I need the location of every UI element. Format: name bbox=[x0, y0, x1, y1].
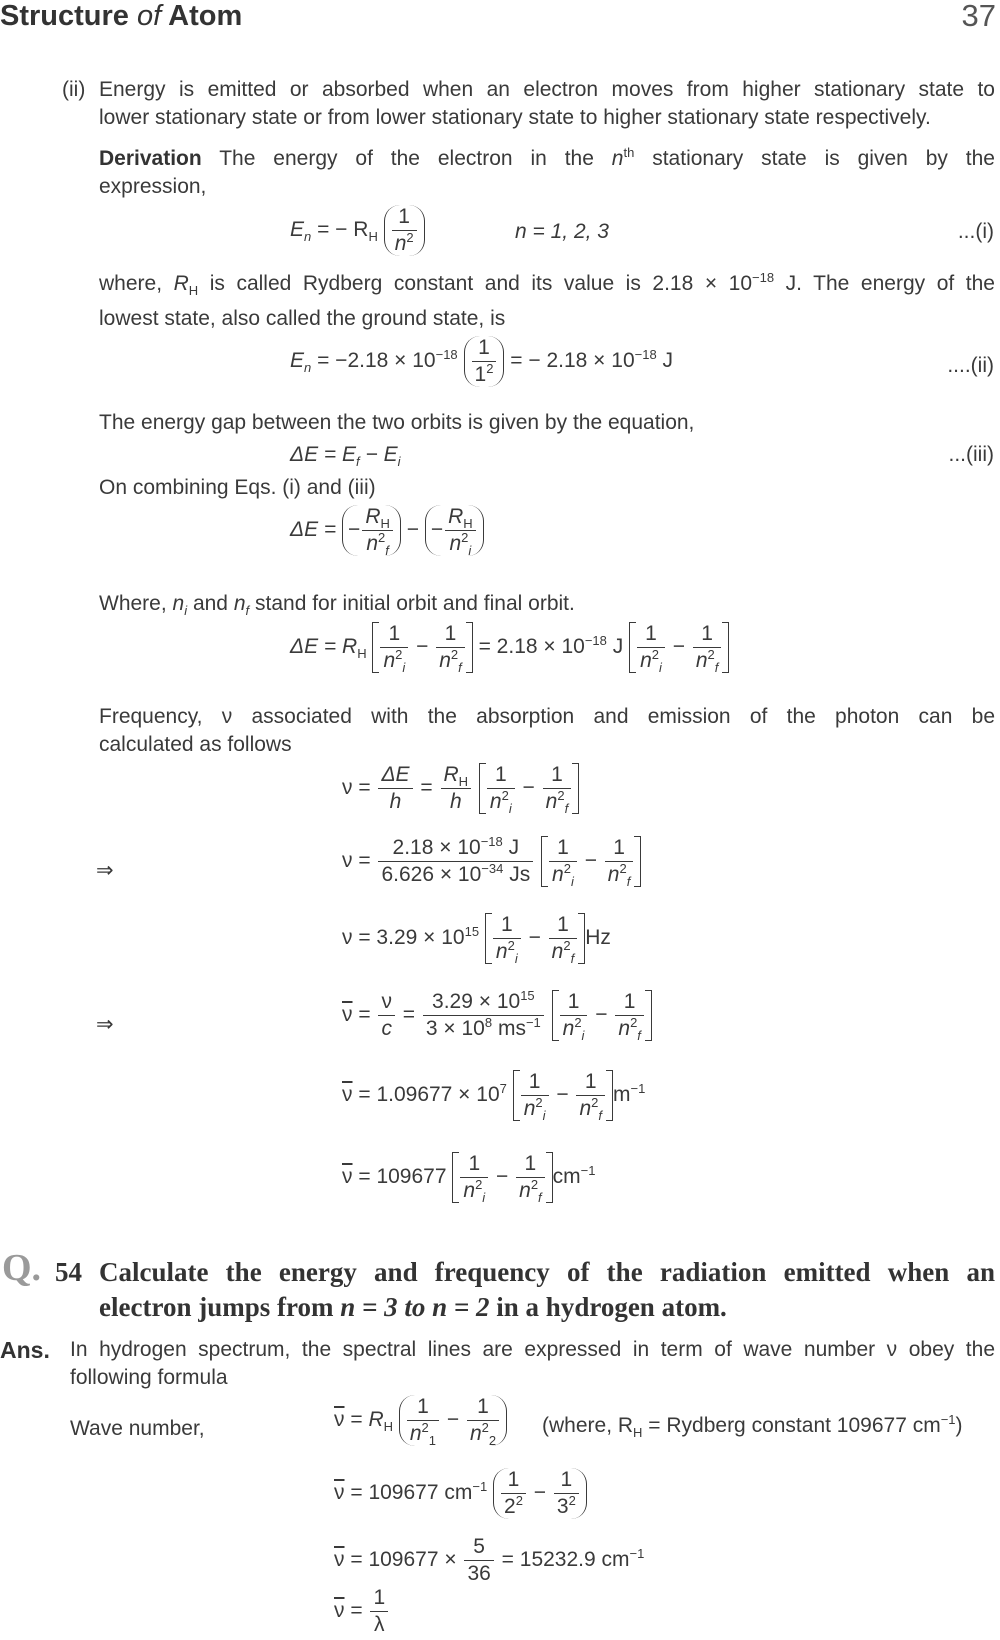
equation-3 bbox=[290, 443, 401, 470]
fraction bbox=[380, 622, 408, 676]
superscript: 2 bbox=[461, 530, 469, 545]
subscript: f bbox=[385, 543, 389, 559]
math-text: − bbox=[430, 518, 444, 542]
bracket: $\frac{1}{n^2_i}$ − $\frac{1}{n^2_f}$ bbox=[552, 990, 652, 1041]
unit: J bbox=[662, 349, 674, 373]
point-line: Energy is emitted or absorbed when an electron moves from higher stationary state to bbox=[99, 78, 995, 101]
parenthesis bbox=[342, 505, 401, 559]
subscript: i bbox=[468, 543, 472, 559]
equation-tag: ...(i) bbox=[957, 220, 994, 243]
numerator: 1 bbox=[392, 205, 417, 231]
text-run: stationary state is given by the bbox=[652, 147, 995, 170]
where-text bbox=[99, 590, 575, 618]
denominator: $6.626 \times 10^{-34}$ Js bbox=[381, 861, 531, 886]
header-word-italic: of bbox=[136, 0, 162, 32]
subscript: i bbox=[184, 603, 188, 619]
math-var: E bbox=[290, 218, 305, 242]
superscript: −18 bbox=[634, 347, 657, 363]
math-text: ν = bbox=[342, 776, 371, 800]
superscript: 2 bbox=[406, 230, 414, 245]
superscript: th bbox=[623, 145, 635, 160]
denominator bbox=[472, 362, 497, 387]
unit: m bbox=[613, 1083, 631, 1107]
fraction bbox=[378, 836, 533, 887]
subscript: H bbox=[380, 516, 390, 532]
math-text: − bbox=[348, 518, 361, 542]
math-var: R bbox=[443, 763, 459, 786]
text-run: The energy of the electron in the bbox=[219, 147, 594, 170]
math-text: 1 bbox=[474, 363, 487, 386]
denominator: $n^2_f$ bbox=[695, 647, 719, 676]
superscript: 2 bbox=[486, 361, 494, 376]
math-var: n bbox=[611, 147, 624, 170]
fraction bbox=[472, 336, 497, 387]
text-run: J. The energy of the bbox=[785, 272, 995, 295]
numerator bbox=[362, 505, 393, 531]
fraction bbox=[637, 622, 665, 676]
subscript: H bbox=[368, 229, 378, 245]
text-run: Where, bbox=[99, 592, 167, 615]
derivation-paragraph bbox=[99, 145, 995, 173]
math-var: $\overline{\nu}$ bbox=[342, 1003, 353, 1027]
page-number: 37 bbox=[961, 0, 996, 33]
math-text: ΔE = bbox=[290, 518, 337, 542]
text-run: where, bbox=[99, 272, 163, 295]
gap-text: The energy gap between the two orbits is given by the equation, bbox=[99, 411, 695, 434]
math-text: = − 2.18 × 10 bbox=[510, 349, 635, 373]
unit: Hz bbox=[585, 926, 611, 950]
unit: cm bbox=[552, 1165, 581, 1189]
fraction bbox=[441, 763, 472, 814]
numerator: 1 bbox=[693, 622, 722, 648]
bracket: $\frac{1}{n^2_i}$ − $\frac{1}{n^2_f}$ bbox=[513, 1070, 613, 1121]
math-text: = 2.18 × 10 bbox=[478, 635, 585, 659]
subscript: f bbox=[245, 603, 250, 619]
math-var: n bbox=[172, 592, 185, 615]
math-text: = − R bbox=[311, 218, 369, 242]
math-var: R bbox=[365, 505, 381, 528]
math-text: = −2.18 × 10 bbox=[311, 349, 436, 373]
math-var: n bbox=[366, 532, 378, 555]
equation-7 bbox=[342, 834, 641, 890]
equation-A-note: (where, $R_H$ = Rydberg constant 109677 $cm^{-1}$) bbox=[542, 1412, 963, 1441]
equation-4 bbox=[290, 505, 484, 559]
denominator: h bbox=[389, 790, 402, 813]
point-line: lower stationary state or from lower stationary state to higher stationary state respectively. bbox=[99, 106, 931, 129]
equation-1-condition bbox=[515, 220, 609, 244]
denominator: $n^2_i$ bbox=[640, 647, 662, 676]
question-label: Q. bbox=[2, 1247, 42, 1289]
math-text: − bbox=[406, 518, 419, 542]
superscript: −18 bbox=[584, 633, 607, 649]
denominator bbox=[392, 231, 417, 256]
numerator: 1 bbox=[472, 336, 497, 362]
equation-11: $\overline{\nu} = 109677$ $\frac{1}{n^2_i}$ − $\frac{1}{n^2_f}$ $cm^{-1}$ bbox=[342, 1152, 596, 1206]
equation-2 bbox=[290, 336, 673, 387]
question-line: Calculate the energy and frequency of the radiation emitted when an bbox=[99, 1257, 995, 1287]
equation-9: $\overline{\nu}$ = $\frac{\nu}{c}$ = $\frac{3.29 \times 10^{15}}{3 \times 10^8 ms^{-1}}$ $\frac{1}{n^2_i}$ − $\frac{1}{n^2_f}$ bbox=[342, 990, 652, 1041]
bracket: $\frac{1}{n^2_i}$ − $\frac{1}{n^2_f}$ bbox=[629, 622, 729, 673]
equation-D: $\overline{\nu}$ = $\frac{1}{\lambda}$ bbox=[334, 1586, 390, 1637]
frequency-line: Frequency, ν associated with the absorption and emission of the photon can be bbox=[99, 705, 995, 728]
subscript: f bbox=[356, 454, 360, 470]
parenthesis bbox=[384, 205, 425, 256]
fraction bbox=[693, 622, 722, 676]
numerator: ΔE bbox=[378, 763, 412, 789]
denominator: h bbox=[449, 790, 462, 813]
superscript: 2 bbox=[378, 530, 386, 545]
numerator: $3.29 \times 10^{15}$ bbox=[423, 990, 544, 1016]
implies-arrow: ⇒ bbox=[96, 859, 114, 882]
implies-arrow: ⇒ bbox=[96, 1013, 114, 1036]
math-var: R bbox=[448, 505, 464, 528]
equation-A: $\overline{\nu} = R_H$ $\frac{1}{n^2_1}$ − $\frac{1}{n^2_2}$ bbox=[334, 1395, 507, 1446]
equation-5 bbox=[290, 622, 729, 676]
header-word: Structure bbox=[0, 0, 129, 32]
numerator: $2.18 \times 10^{-18}$ J bbox=[378, 836, 533, 862]
text-run: stand for initial orbit and final orbit. bbox=[255, 592, 575, 615]
combine-text: On combining Eqs. (i) and (iii) bbox=[99, 476, 376, 499]
equation-B: $\overline{\nu} = 109677$ $cm^{-1}$ $\frac{1}{2^2}$ − $\frac{1}{3^2}$ bbox=[334, 1468, 587, 1519]
subscript: H bbox=[458, 774, 469, 790]
subscript: H bbox=[463, 516, 473, 532]
equation-8 bbox=[342, 913, 611, 967]
bracket: $\frac{1}{n^2_i}$ − $\frac{1}{n^2_f}$ bbox=[479, 763, 579, 814]
math-text: ΔE = R bbox=[290, 635, 358, 659]
numerator bbox=[445, 505, 476, 531]
rydberg-line: lowest state, also called the ground state, is bbox=[99, 307, 506, 330]
bracket: $\frac{1}{n^2_i}$ − $\frac{1}{n^2_f}$ bbox=[541, 836, 641, 887]
header-word: Atom bbox=[168, 0, 243, 32]
unit: J bbox=[612, 635, 624, 659]
denominator: $n^2_i$ bbox=[383, 647, 406, 676]
equation-10: $\overline{\nu} = 1.09677 \times 10^7$ $\frac{1}{n^2_i}$ − $\frac{1}{n^2_f}$ $m^{-1}$ bbox=[342, 1070, 646, 1124]
subscript: i bbox=[397, 454, 401, 470]
equation-tag: ....(ii) bbox=[947, 354, 994, 377]
math-text: n = 1, 2, 3 bbox=[515, 220, 609, 243]
math-text: ν = bbox=[342, 849, 371, 873]
parenthesis: $\frac{1}{n^2_1}$ − $\frac{1}{n^2_2}$ bbox=[399, 1395, 507, 1446]
fraction bbox=[423, 990, 544, 1041]
derivation-heading: Derivation bbox=[99, 147, 202, 170]
numerator: 1 bbox=[380, 622, 408, 648]
bracket: $\frac{1}{n^2_i}$ − $\frac{1}{n^2_f}$ bbox=[372, 622, 472, 673]
frequency-line: calculated as follows bbox=[99, 733, 292, 756]
fraction bbox=[362, 505, 393, 559]
math-var: $\overline{\nu}$ bbox=[342, 1165, 353, 1189]
fraction bbox=[436, 622, 465, 676]
math-text: − E bbox=[359, 443, 398, 466]
math-var: E bbox=[290, 349, 305, 373]
math-var: n bbox=[449, 532, 462, 555]
parenthesis bbox=[464, 336, 505, 387]
wave-number-label: Wave number, bbox=[70, 1417, 205, 1440]
superscript: −18 bbox=[752, 270, 775, 285]
question-line: electron jumps from n = 3 to n = 2 in a hydrogen atom. bbox=[99, 1292, 727, 1322]
text-run: and bbox=[192, 592, 228, 615]
fraction bbox=[445, 505, 476, 559]
point-label: (ii) bbox=[62, 78, 86, 101]
rydberg-paragraph bbox=[99, 270, 995, 298]
equation-C: $\overline{\nu} = 109677$ × $\frac{5}{36}$ = 15232.9 $cm^{-1}$ bbox=[334, 1535, 645, 1585]
answer-line: In hydrogen spectrum, the spectral lines are expressed in term of wave number ν obey the bbox=[70, 1338, 995, 1361]
parenthesis: $\frac{1}{2^2}$ − $\frac{1}{3^2}$ bbox=[493, 1468, 587, 1519]
math-var: n bbox=[394, 232, 407, 255]
numerator bbox=[441, 763, 472, 789]
derivation-line: expression, bbox=[99, 175, 207, 198]
math-text: ΔE = E bbox=[290, 443, 357, 466]
question-number: 54 bbox=[55, 1257, 82, 1287]
math-var: n bbox=[233, 592, 246, 615]
denominator: $n^2_f$ bbox=[439, 647, 462, 676]
equation-6: ν = $\frac{\Delta E}{h}$ = $\frac{R_H}{h}$ $\frac{1}{n^2_i}$ − $\frac{1}{n^2_f}$ bbox=[342, 763, 579, 814]
fraction bbox=[392, 205, 417, 256]
denominator: $3 \times 10^8$ $ms^{-1}$ bbox=[425, 1015, 541, 1040]
superscript: 15 bbox=[464, 924, 480, 940]
numerator: 1 bbox=[637, 622, 665, 648]
math-var: $\overline{\nu}$ bbox=[342, 1083, 353, 1107]
answer-line: following formula bbox=[70, 1366, 228, 1389]
equation-1 bbox=[290, 205, 425, 256]
subscript: H bbox=[357, 646, 367, 662]
denominator bbox=[445, 530, 476, 559]
parenthesis bbox=[425, 505, 484, 559]
page-header-title bbox=[0, 0, 242, 33]
fraction bbox=[378, 763, 412, 814]
numerator: 1 bbox=[436, 622, 465, 648]
text-run: is called Rydberg constant and its value is 2.18 × 10 bbox=[209, 272, 753, 295]
math-text: n = 3 to n = 2 bbox=[340, 1292, 490, 1322]
subscript: n bbox=[304, 229, 312, 245]
subscript: H bbox=[188, 283, 199, 299]
denominator bbox=[362, 530, 393, 559]
math-text: ν = 3.29 × 10 bbox=[342, 926, 465, 950]
bracket: $\frac{1}{n^2_i}$ − $\frac{1}{n^2_f}$ bbox=[485, 913, 585, 964]
fraction: $\frac{\nu}{c}$ bbox=[378, 990, 395, 1041]
bracket: $\frac{1}{n^2_i}$ − $\frac{1}{n^2_f}$ bbox=[452, 1152, 552, 1203]
math-var: R bbox=[173, 272, 189, 295]
equation-tag: ...(iii) bbox=[948, 443, 994, 466]
superscript: −18 bbox=[435, 347, 458, 363]
subscript: n bbox=[304, 360, 312, 376]
answer-label: Ans. bbox=[0, 1337, 50, 1363]
